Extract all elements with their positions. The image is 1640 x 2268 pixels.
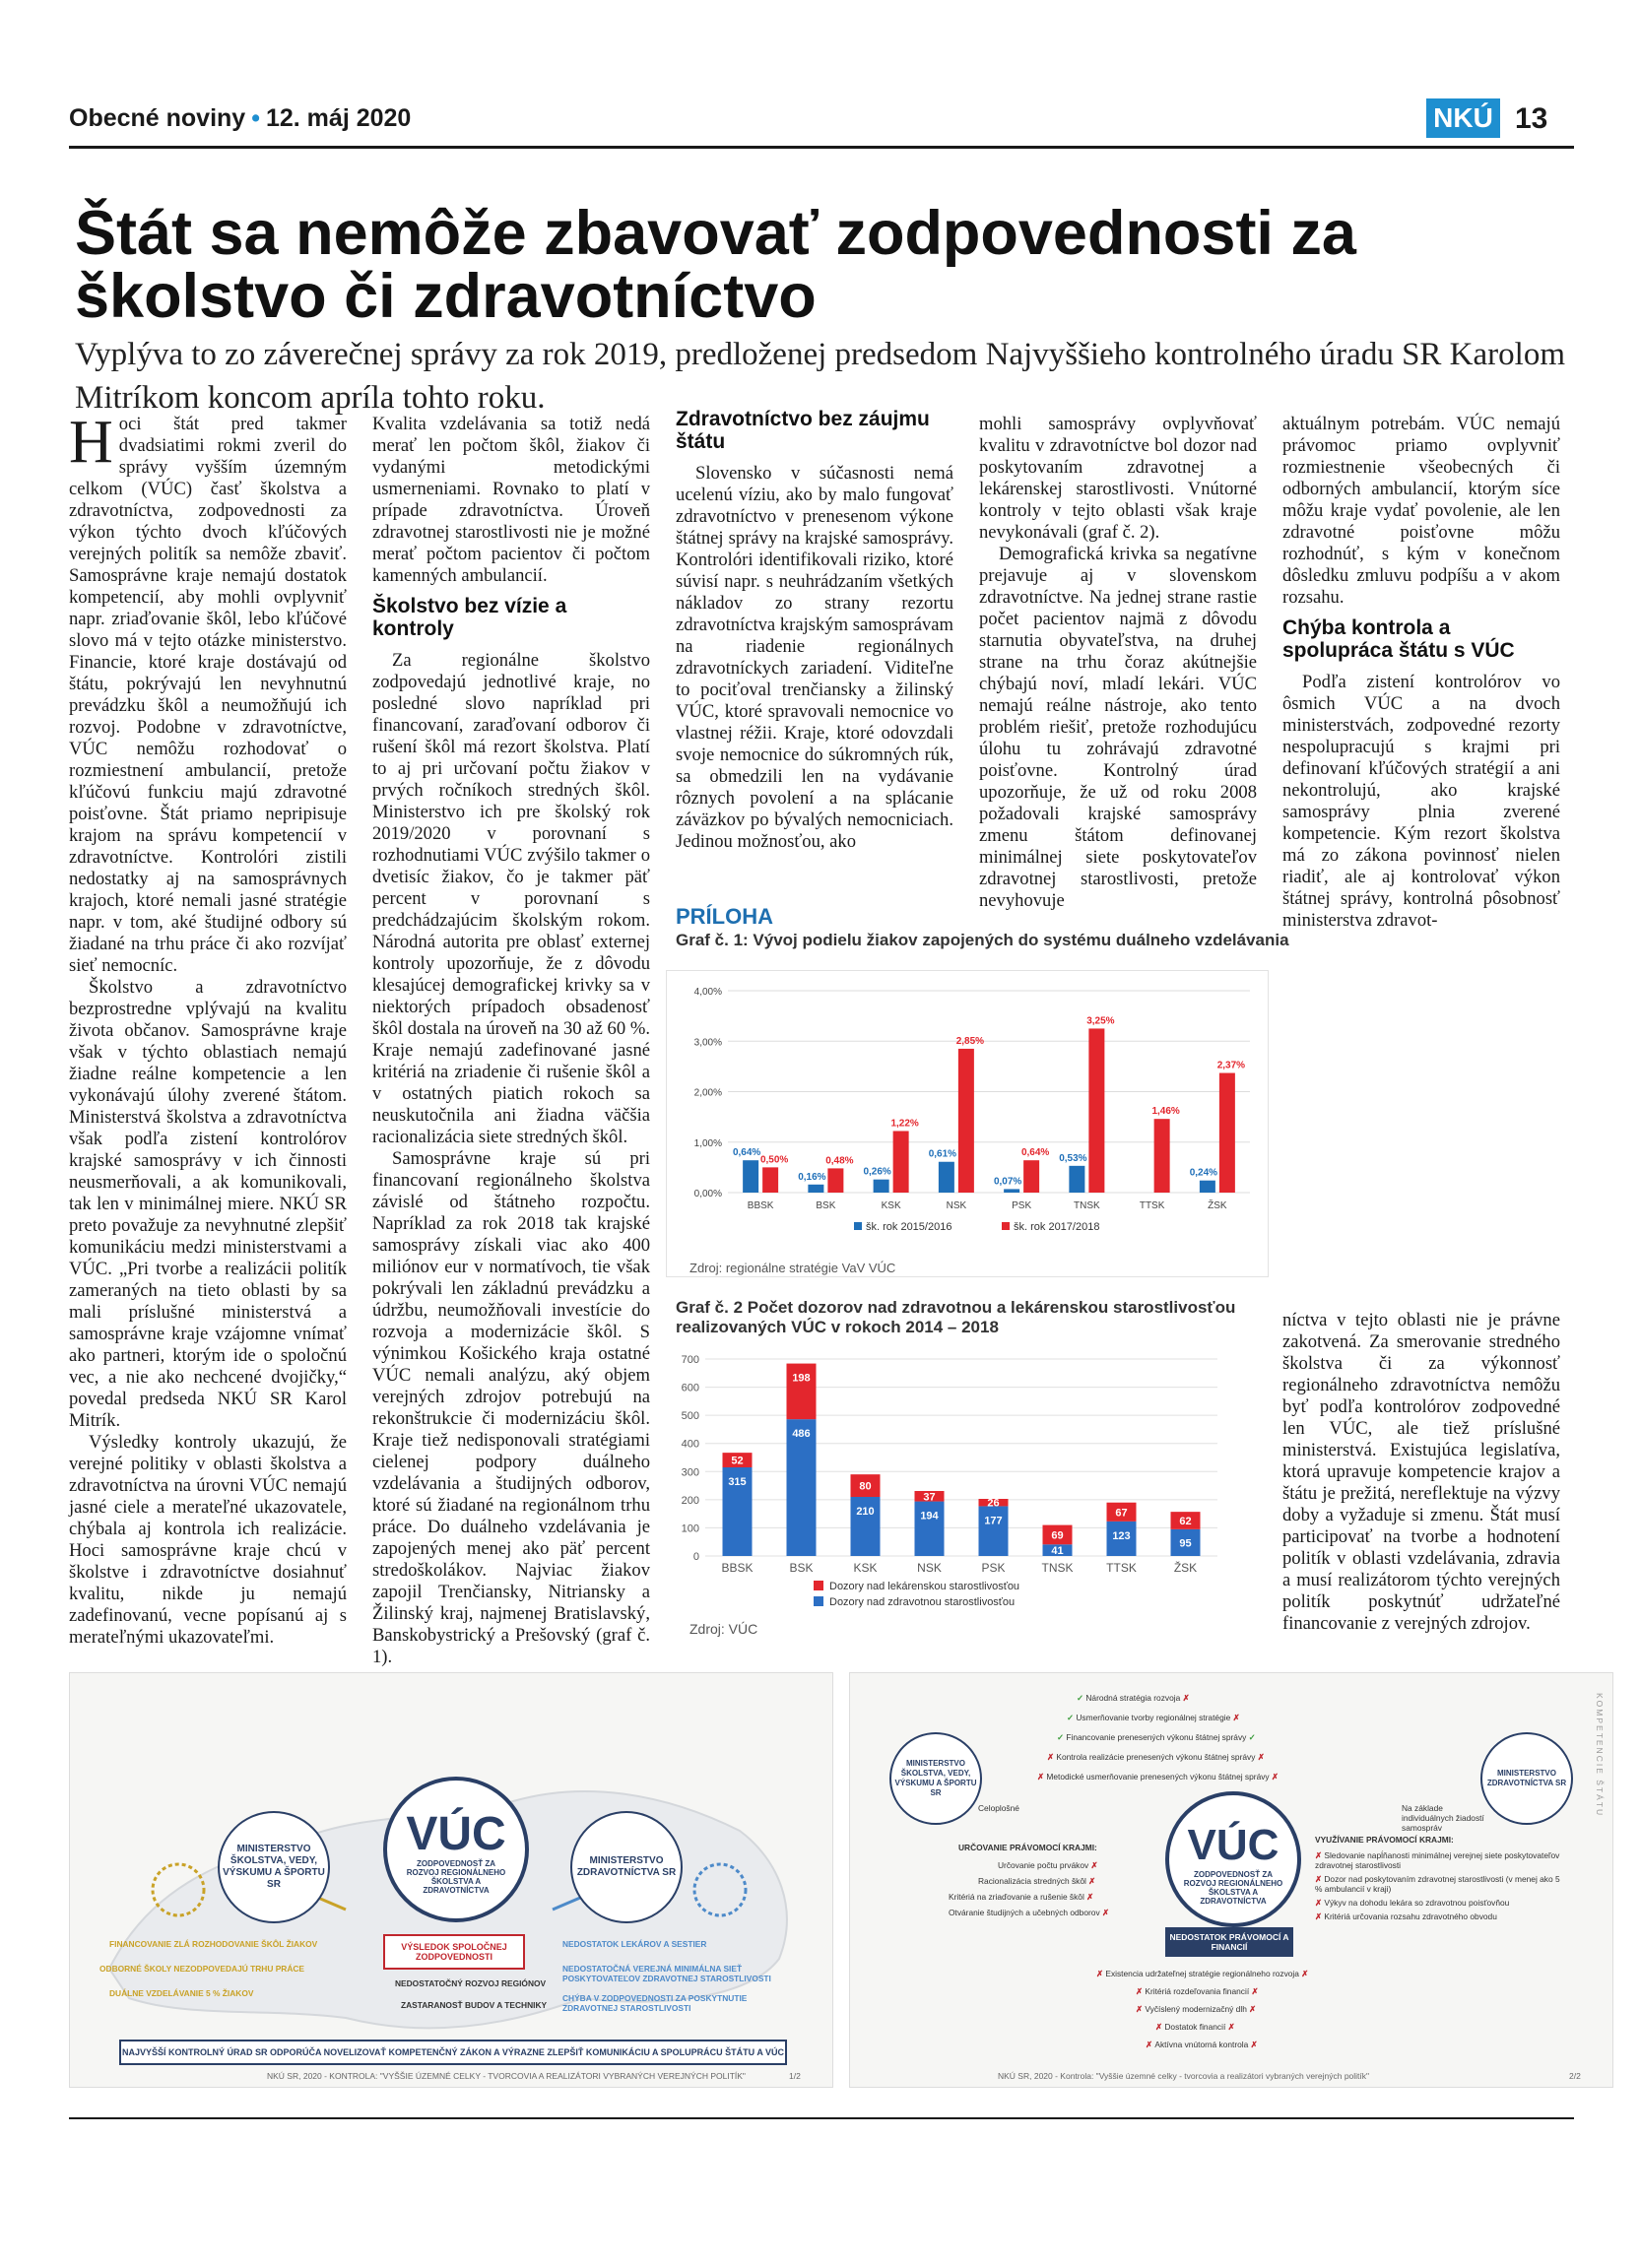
paragraph: Školstvo a zdravotníctvo bezprostredne vplývajú na kvalitu života občanov. Samosprávne kraje však v týchto oblastiach nemajú žiadne reálne kompetencie a len vykonávajú úlohy zverené štátom. Ministerstvá školstva a zdravotníctva však podľa zistení kontrolórov krajské samosprávy v ich činnosti neusmerňovali, a ak komunikovali, tak len v minimálnej miere. NKÚ SR preto považuje za nevyhnutné zlepšiť komunikáciu medzi ministerstvami a VÚC. „Pri tvorbe a realizácii politík zameraných na tieto oblasti by sa mali príslušné ministerstvá a samosprávne kraje vzájomne vnímať ako partneri, ktorým ide o spoločnú vec, a nie ako nechcené dvojičky,“ povedal predseda NKÚ SR Karol Mitrík. (69, 977, 347, 1431)
right-item: CHÝBA V ZODPOVEDNOSTI ZA POSKYTNUTIE ZDRAVOTNEJ STAROSTLIVOSTI (562, 1993, 748, 2013)
article-column-2 (372, 414, 650, 1668)
data-label: 80 (859, 1480, 872, 1493)
left-item: DUÁLNE VZDELÁVANIE 5 % ŽIAKOV (109, 1988, 254, 1998)
legend-swatch (854, 1222, 862, 1230)
header-divider (69, 146, 1574, 149)
center-item: NEDOSTATOČNÝ ROZVOJ REGIÓNOV (395, 1978, 547, 1988)
newspaper-header (69, 104, 411, 133)
bar (808, 1185, 823, 1193)
chart-1-caption: Graf č. 1: Vývoj podielu žiakov zapojených do systému duálneho vzdelávania (676, 931, 1289, 949)
x-tick-label: TNSK (1041, 1561, 1074, 1575)
issue-date: 12. máj 2020 (265, 104, 412, 132)
y-tick-label: 200 (681, 1494, 699, 1507)
bar (939, 1162, 954, 1193)
separator-dot: • (251, 104, 260, 132)
infographic-footer: NKÚ SR, 2020 - Kontrola: "Vyššie územné celky - tvorcovia a realizátori vybraných verejných politík" (998, 2071, 1370, 2081)
data-label: 0,24% (1189, 1167, 1218, 1179)
bar (1004, 1189, 1019, 1193)
data-label: 0,50% (759, 1154, 789, 1166)
ministry-health-badge: MINISTERSTVO ZDRAVOTNÍCTVA SR (570, 1811, 683, 1923)
data-label: 3,25% (1086, 1015, 1115, 1027)
data-label: 2,37% (1216, 1060, 1246, 1071)
paragraph: Hoci štát pred takmer dvadsiatimi rokmi zveril do správy vyšším územným celkom (VÚC) časť školstva a zdravotníctva, zodpovednosti za výkon týchto dvoch kľúčových verejných politík sa nemôže zbaviť. Samosprávne kraje nemajú dostatok kompetencií, aby mohli ovplyvniť napr. zriaďovanie škôl, lebo kľúčové slovo má v tejto otázke ministerstvo. Financie, ktoré kraje dostávajú od štátu, pokrývajú len nevyhnutnú prevádzku škôl a neumožňujú ich rozvoj. Podobne v zdravotníctve, VÚC nemôžu rozhodovať o rozmiestnení ambulancií, pretože kľúčovú funkciu majú zdravotné poisťovne. Štát priamo nepripisuje krajom na správu kompetencií v zdravotníctve. Kontrolóri zistili nedostatky aj na samosprávnych krajoch, ktoré nemali jasné stratégie napr. v tom, aké študijné odbory sú žiadané na trhu práce či ako rozvíjať sieť nemocníc. (69, 409, 347, 976)
data-label: 1,22% (890, 1118, 919, 1130)
right-item: ✗ Sledovanie napĺňanosti minimálnej verejnej siete poskytovateľov zdravotnej starostlivosti (1315, 1850, 1560, 1870)
data-label: 95 (1179, 1537, 1192, 1550)
top-item: ✓ Usmerňovanie tvorby regionálnej stratégie ✗ (1067, 1713, 1240, 1722)
data-label: 62 (1179, 1516, 1192, 1527)
data-label: 69 (1051, 1529, 1064, 1542)
x-tick-label: TTSK (1106, 1561, 1137, 1575)
x-tick-label: TTSK (1139, 1200, 1165, 1211)
infographic-page: 2/2 (1569, 2071, 1581, 2081)
paragraph: Kvalita vzdelávania sa totiž nedá merať len počtom škôl, žiakov či vydanými metodickými usmerneniami. Rovnako to platí v prípade zdravotníctva. Úroveň zdravotnej starostlivosti nie je možné merať počtom pacientov či počtom kamenných ambulancií. (372, 414, 650, 586)
x-tick-label: BBSK (721, 1561, 754, 1575)
chart-1-source: Zdroj: regionálne stratégie VaV VÚC (689, 1261, 896, 1275)
right-item: NEDOSTATOK LEKÁROV A SESTIER (562, 1939, 707, 1949)
data-label: 41 (1051, 1545, 1064, 1558)
page-number: 13 (1515, 102, 1548, 135)
data-label: 67 (1115, 1507, 1128, 1520)
left-item: Racionalizácia stredných škôl ✗ (978, 1876, 1096, 1886)
data-label: 177 (984, 1515, 1003, 1527)
bottom-item: ✗ Existencia udržateľnej stratégie regionálneho rozvoja ✗ (1096, 1969, 1309, 1978)
article-column-3 (676, 408, 953, 853)
legend-swatch (814, 1596, 823, 1606)
shared-responsibility-box: VÝSLEDOK SPOLOČNEJ ZODPOVEDNOSTI (383, 1934, 525, 1970)
y-tick-label: 500 (681, 1410, 699, 1423)
paragraph: aktuálnym potrebám. VÚC nemajú právomoc priamo ovplyvniť rozmiestnenie všeobecných či odborných ambulancií, ktorým síce môžu kraje vydať povolenie, ale len zdravotné poisťovne môžu rozhodnúť, s kým v konečnom dôsledku zmluvu podpíšu a v akom rozsahu. (1282, 414, 1560, 608)
vuc-label: VÚC (406, 1808, 506, 1860)
top-item: ✓ Financovanie prenesených výkonu štátnej správy ✓ (1057, 1732, 1256, 1742)
x-tick-label: NSK (946, 1200, 967, 1211)
data-label: 0,64% (732, 1147, 761, 1159)
infographic-competences (849, 1672, 1613, 2088)
chart-1-svg (667, 971, 1268, 1257)
top-item: ✓ Národná stratégia rozvoja ✗ (1077, 1693, 1190, 1703)
bar (1069, 1166, 1084, 1193)
ministry-education-badge: MINISTERSTVO ŠKOLSTVA, VEDY, VÝSKUMU A ŠPORTU SR (889, 1732, 982, 1825)
data-label: 0,16% (798, 1171, 826, 1183)
side-label: Na základe individuálnych žiadostí samospráv (1402, 1803, 1484, 1833)
legend-label: Dozory nad zdravotnou starostlivosťou (829, 1596, 1016, 1608)
left-head: URČOVANIE PRÁVOMOCÍ KRAJMI: (958, 1843, 1097, 1852)
bar-segment (979, 1506, 1009, 1556)
y-tick-label: 300 (681, 1466, 699, 1479)
chart-2-source: Zdroj: VÚC (689, 1621, 758, 1637)
subheading: Školstvo bez vízie a kontroly (372, 595, 567, 640)
bar (1088, 1028, 1104, 1193)
paragraph: Výsledky kontroly ukazujú, že verejné politiky v oblasti školstva a zdravotníctva na úrovni VÚC nemajú jasné ciele a merateľné ukazovatele, chýbala aj kontrola ich realizácie. Hoci samosprávne kraje chcú v školstve i zdravotníctve dosiahnuť kvalitu, nikde ju nemajú zadefinovanú, vecne popísanú aj s merateľnými ukazovateľmi. (69, 1432, 347, 1648)
bottom-item: ✗ Dostatok financií ✗ (1155, 2022, 1235, 2032)
x-tick-label: BSK (789, 1561, 814, 1575)
vuc-label: VÚC (1187, 1821, 1279, 1869)
article-column-1 (69, 409, 347, 1649)
bottom-item: ✗ Aktívna vnútorná kontrola ✗ (1146, 2040, 1258, 2049)
data-label: 315 (728, 1476, 747, 1488)
y-tick-label: 3,00% (693, 1037, 722, 1049)
vertical-label: KOMPETENCIE ŠTÁTU (1595, 1693, 1605, 1818)
y-tick-label: 1,00% (693, 1137, 722, 1149)
bar (1200, 1181, 1215, 1193)
data-label: 52 (731, 1455, 744, 1467)
vuc-subtitle: ZODPOVEDNOSŤ ZA ROZVOJ REGIONÁLNEHO ŠKOLSTVA A ZDRAVOTNÍCTVA (1183, 1870, 1283, 1906)
data-label: 1,46% (1151, 1106, 1180, 1118)
data-label: 194 (920, 1510, 939, 1523)
legend-swatch (814, 1581, 823, 1590)
legend-label: šk. rok 2017/2018 (1014, 1221, 1100, 1233)
nku-logo: NKÚ (1426, 98, 1500, 138)
y-tick-label: 0 (692, 1551, 699, 1563)
paragraph: Podľa zistení kontrolórov vo ôsmich VÚC a na dvoch ministerstvách, zodpovedné rezorty nespolupracujú s krajmi pri definovaní kľúčových stratégií a ani nekontrolujú, ako krajské samosprávy plnia zverené kompetencie. Kým rezort školstva má zo zákona povinnosť nielen riadiť, ale aj kontrolovať výkon štátnej správy, kontrolná pôsobnosť ministerstva zdravot- (1282, 672, 1560, 931)
article-title: Štát sa nemôže zbavovať zodpovednosti za školstvo či zdravotníctvo (75, 199, 1356, 331)
side-label: Celoplošné (978, 1803, 1019, 1813)
bar (958, 1049, 974, 1193)
right-item: ✗ Dozor nad poskytovaním zdravotnej starostlivosti (v menej ako 5 % ambulancií v kraji) (1315, 1874, 1560, 1894)
bar (743, 1160, 758, 1193)
bottom-item: ✗ Kritériá rozdeľovania financií ✗ (1136, 1986, 1259, 1996)
bar (762, 1167, 778, 1193)
x-tick-label: NSK (917, 1561, 942, 1575)
data-label: 2,85% (955, 1035, 985, 1047)
x-tick-label: PSK (981, 1561, 1006, 1575)
subheading: Zdravotníctvo bez záujmu štátu (676, 408, 930, 453)
y-tick-label: 700 (681, 1354, 699, 1366)
legend-label: Dozory nad lekárenskou starostlivosťou (829, 1581, 1020, 1592)
vuc-emblem (1165, 1791, 1301, 1927)
vuc-emblem (383, 1777, 529, 1922)
center-item: ZASTARANOSŤ BUDOV A TECHNIKY (401, 2000, 548, 2010)
right-head: VYUŽÍVANIE PRÁVOMOCÍ KRAJMI: (1315, 1835, 1454, 1845)
article-column-4 (979, 414, 1257, 912)
bottom-item: ✗ Vyčíslený modernizačný dlh ✗ (1136, 2004, 1257, 2014)
legend-swatch (1002, 1222, 1010, 1230)
y-tick-label: 400 (681, 1438, 699, 1451)
drop-cap: H (69, 409, 113, 476)
data-label: 0,07% (993, 1176, 1022, 1188)
data-label: 0,61% (928, 1148, 957, 1160)
data-label: 26 (987, 1497, 1000, 1510)
data-label: 486 (792, 1428, 811, 1441)
x-tick-label: ŽSK (1173, 1561, 1198, 1575)
right-item: NEDOSTATOČNÁ VEREJNÁ MINIMÁLNA SIEŤ POSKYTOVATEĽOV ZDRAVOTNEJ STAROSTLIVOSTI (562, 1964, 771, 1983)
y-tick-label: 600 (681, 1382, 699, 1394)
right-item: ✗ Kritériá určovania rozsahu zdravotného obvodu (1315, 1912, 1497, 1921)
infographic-responsibility (69, 1672, 833, 2088)
article-column-5 (1282, 414, 1560, 932)
article-column-5-continued (1282, 1310, 1560, 1635)
top-item: ✗ Metodické usmerňovanie prenesených výkonu štátnej správy ✗ (1037, 1772, 1279, 1782)
paragraph: Slovensko v súčasnosti nemá ucelenú víziu, ako by malo fungovať zdravotníctvo v prenesenom výkone štátnej správy na krajské samosprávy. Kontrolóri identifikovali riziko, ktoré súvisí napr. s neuhrádzaním všetkých nákladov zo strany rezortu zdravotníctva krajským samosprávam na riadenie regionálnych zdravotníckych zariadení. Viditeľne to pociťoval trenčiansky a žilinský VÚC, ktoré spravovali nemocnice vo vlastnej réžii. Kraje, ktoré odovzdali svoje nemocnice do súkromných rúk, sa obmedzili len na vydávanie rôznych povolení a na splácanie záväzkov po bývalých nemocniciach. Jedinou možnosťou, ako (676, 463, 953, 852)
vuc-subtitle: ZODPOVEDNOSŤ ZA ROZVOJ REGIONÁLNEHO ŠKOLSTVA A ZDRAVOTNÍCTVA (406, 1859, 506, 1895)
paragraph: Samosprávne kraje sú pri financovaní regionálneho školstva závislé od štátneho rozpočtu. Napríklad za rok 2018 tak krajské samosprávy získali viac ako 400 miliónov eur v normatívoch, tie však pokrývali len základnú prevádzku a údržbu, neumožňovali investície do rozvoja a modernizácie škôl. S výnimkou Košického kraja ostatné VÚC nemali analýzu, aký objem verejných zdrojov potrebujú na rekonštrukcie či modernizáciu škôl. Kraje tiež nedisponovali stratégiami cielenej podpory duálneho vzdelávania a študijných odborov, ktoré sú žiadané na regionálnom trhu práce. Do duálneho vzdelávania je zapojených menej ako päť percent stredoškolákov. Najviac žiakov zapojil Trenčiansky, Nitriansky a Žilinský kraj, najmenej Bratislavský, Banskobystrický a Prešovský (graf č. 1). (372, 1148, 650, 1667)
infographic-footer: NKÚ SR, 2020 - KONTROLA: "VYŠŠIE ÚZEMNÉ CELKY - TVORCOVIA A REALIZÁTORI VYBRANÝCH VEREJNÝCH POLITÍK" (267, 2071, 746, 2081)
left-item: ODBORNÉ ŠKOLY NEZODPOVEDAJÚ TRHU PRÁCE (99, 1964, 305, 1974)
x-tick-label: ŽSK (1208, 1200, 1227, 1211)
data-label: 0,26% (863, 1166, 891, 1178)
left-item: Kritériá na zriaďovanie a rušenie škôl ✗ (949, 1892, 1094, 1902)
footer-divider (69, 2117, 1574, 2119)
y-tick-label: 4,00% (693, 987, 722, 998)
left-item: FINANCOVANIE ZLÁ ROZHODOVANIE ŠKÔL ŽIAKOV (109, 1939, 318, 1949)
newspaper-name: Obecné noviny (69, 104, 246, 132)
bar (874, 1180, 889, 1193)
data-label: 0,48% (825, 1155, 854, 1167)
y-tick-label: 2,00% (693, 1087, 722, 1099)
legend-label: šk. rok 2015/2016 (866, 1221, 952, 1233)
bar (827, 1168, 843, 1193)
bar (1219, 1073, 1235, 1193)
recommendation-banner: NAJVYŠŠÍ KONTROLNÝ ÚRAD SR ODPORÚČA NOVELIZOVAŤ KOMPETENČNÝ ZÁKON A VÝRAZNE ZLEPŠIŤ KOMUNIKÁCIU A SPOLUPRÁCU ŠTÁTU A VÚC (119, 2040, 787, 2065)
x-tick-label: BBSK (747, 1200, 774, 1211)
left-item: Otváranie študijných a učebných odborov ✗ (949, 1908, 1109, 1917)
y-tick-label: 100 (681, 1523, 699, 1535)
x-tick-label: PSK (1012, 1200, 1032, 1211)
paragraph: Za regionálne školstvo zodpovedajú jednotlivé kraje, no posledné slovo napríklad pri financovaní, zaraďovaní odborov či rušení škôl má rezort školstva. Platí to aj pri určovaní počtu žiakov v prvých ročníkoch stredných škôl. Ministerstvo ich pre školský rok 2019/2020 v porovnaní s rozhodnutiami VÚC zvýšilo takmer o dvetisíc žiakov, čo je takmer päť percent v porovnaní s predchádzajúcim školským rokom. Národná autorita pre oblasť externej kontroly upozorňuje, že z dôvodu klesajúcej demografickej krivky sa v niektorých prípadoch obsadenosť škôl dostala na úroveň na 30 až 60 %. Kraje nemajú zadefinované jasné kritériá na zriadenie či rušenie škôl a v ostatných piatich rokoch sa neuskutočnila ani žiadna väčšia racionalizácia siete stredných škôl. (372, 650, 650, 1147)
top-item: ✗ Kontrola realizácie prenesených výkonu štátnej správy ✗ (1047, 1752, 1265, 1762)
lack-of-powers-box: NEDOSTATOK PRÁVOMOCÍ A FINANCIÍ (1165, 1927, 1293, 1957)
bar (1023, 1160, 1039, 1193)
article-lead: Vyplýva to zo záverečnej správy za rok 2019, predloženej predsedom Najvyššieho kontrolného úradu SR Karolom Mitríkom koncom apríla tohto roku. (75, 337, 1565, 416)
x-tick-label: BSK (816, 1200, 836, 1211)
left-item: Určovanie počtu prvákov ✗ (998, 1860, 1098, 1870)
x-tick-label: KSK (881, 1200, 901, 1211)
data-label: 0,53% (1059, 1152, 1087, 1164)
x-tick-label: TNSK (1074, 1200, 1100, 1211)
ministry-education-badge: MINISTERSTVO ŠKOLSTVA, VEDY, VÝSKUMU A ŠPORTU SR (218, 1811, 330, 1923)
chart-2 (666, 1347, 1257, 1633)
bar (893, 1131, 909, 1193)
y-tick-label: 0,00% (693, 1189, 722, 1199)
x-tick-label: KSK (853, 1561, 878, 1575)
data-label: 37 (923, 1491, 936, 1504)
paragraph: mohli samosprávy ovplyvňovať kvalitu v zdravotníctve bol dozor nad poskytovaním zdravotnej a lekárenskej starostlivosti. Vnútorné kontroly v tejto oblasti však kraje nevykonávali (graf č. 2). (979, 414, 1257, 543)
subheading: Chýba kontrola a spolupráca štátu s VÚC (1282, 616, 1515, 662)
data-label: 0,64% (1020, 1147, 1050, 1159)
data-label: 123 (1112, 1529, 1131, 1542)
ministry-health-badge: MINISTERSTVO ZDRAVOTNÍCTVA SR (1480, 1732, 1573, 1825)
bar (1154, 1119, 1170, 1193)
chart-2-svg (666, 1347, 1257, 1623)
chart-1 (666, 970, 1269, 1277)
chart-2-caption: Graf č. 2 Počet dozorov nad zdravotnou a lekárenskou starostlivosťou realizovaných VÚC v rokoch 2014 – 2018 (676, 1298, 1236, 1336)
right-item: ✗ Výkyv na dohodu lekára so zdravotnou poisťovňou (1315, 1898, 1510, 1908)
paragraph: níctva v tejto oblasti nie je právne zakotvená. Za smerovanie stredného školstva či za výkonnosť regionálneho zdravotníctva nemôžu byť podľa kontrolórov zodpovedné len VÚC, ale tiež príslušné ministerstvá. Existujúca legislatíva, ktorá upravuje kompetencie krajov a štátu je prežitá, nereflektuje na výzvy doby a vyžaduje si zmenu. Štát musí participovať na tvorbe a hodnotení politík v oblasti vzdelávania, zdravia a musí realizátorom týchto verejných politík poskytnúť udržateľné financovanie z verejných zdrojov. (1282, 1310, 1560, 1634)
paragraph: Demografická krivka sa negatívne prejavuje aj v slovenskom zdravotníctve. Na jednej strane rastie počet pacientov najmä z dôvodu starnutia obyvateľstva, na druhej strane na trhu čoraz akútnejšie chýbajú noví, mladí lekári. VÚC nemajú reálne nástroje, ako tento problém riešiť, pretože rozhodujúcu úlohu tu zohrávajú zdravotné poisťovne. Kontrolný úrad upozorňuje, že už od roku 2008 požadovali krajské samosprávy zmenu štátom definovanej minimálnej siete poskytovateľov zdravotnej starostlivosti, pretože nevyhovuje (979, 544, 1257, 911)
data-label: 198 (792, 1372, 811, 1385)
appendix-title: PRÍLOHA (676, 904, 773, 929)
data-label: 210 (856, 1506, 875, 1518)
infographic-page: 1/2 (789, 2071, 801, 2081)
